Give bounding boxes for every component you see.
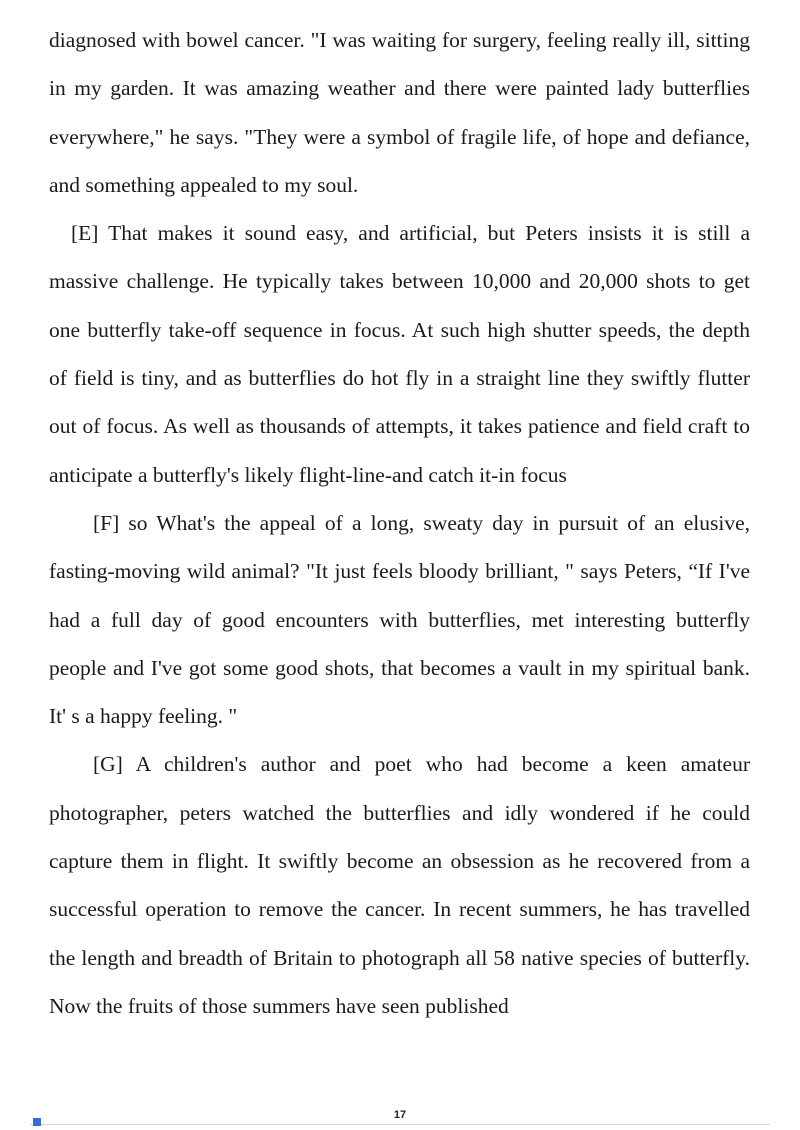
page-number: 17	[393, 1109, 407, 1121]
paragraph-continuation: diagnosed with bowel cancer. "I was waiting for surgery, feeling really ill, sitting in my garden. It was amazing weather and there were painted lady butterflies everywhere," he says. "They were a symbol of fragile life, of hope and defiance, and something appealed to my soul.	[49, 28, 750, 197]
document-page	[49, 0, 750, 1030]
footer-divider	[30, 1124, 770, 1125]
paragraph-f: [F] so What's the appeal of a long, sweaty day in pursuit of an elusive, fasting-moving wild animal? "It just feels bloody brilliant, " says Peters, “If I've had a full day of good encounters with butterflies, met interesting butterfly people and I've got some good shots, that becomes a vault in my spiritual bank. It' s a happy feeling. "	[49, 510, 750, 729]
paragraph-e: [E] That makes it sound easy, and artificial, but Peters insists it is still a massive challenge. He typically takes between 10,000 and 20,000 shots to get one butterfly take-off sequence in focus. At such high shutter speeds, the depth of field is tiny, and as butterflies do hot fly in a straight line they swiftly flutter out of focus. As well as thousands of attempts, it takes patience and field craft to anticipate a butterfly's likely flight-line-and catch it-in focus	[49, 221, 750, 487]
paragraph-g: [G] A children's author and poet who had become a keen amateur photographer, peters watched the butterflies and idly wondered if he could capture them in flight. It swiftly become an obsession as he recovered from a successful operation to remove the cancer. In recent summers, he has travelled the length and breadth of Britain to photograph all 58 native species of butterfly. Now the fruits of those summers have seen published	[49, 752, 750, 1018]
